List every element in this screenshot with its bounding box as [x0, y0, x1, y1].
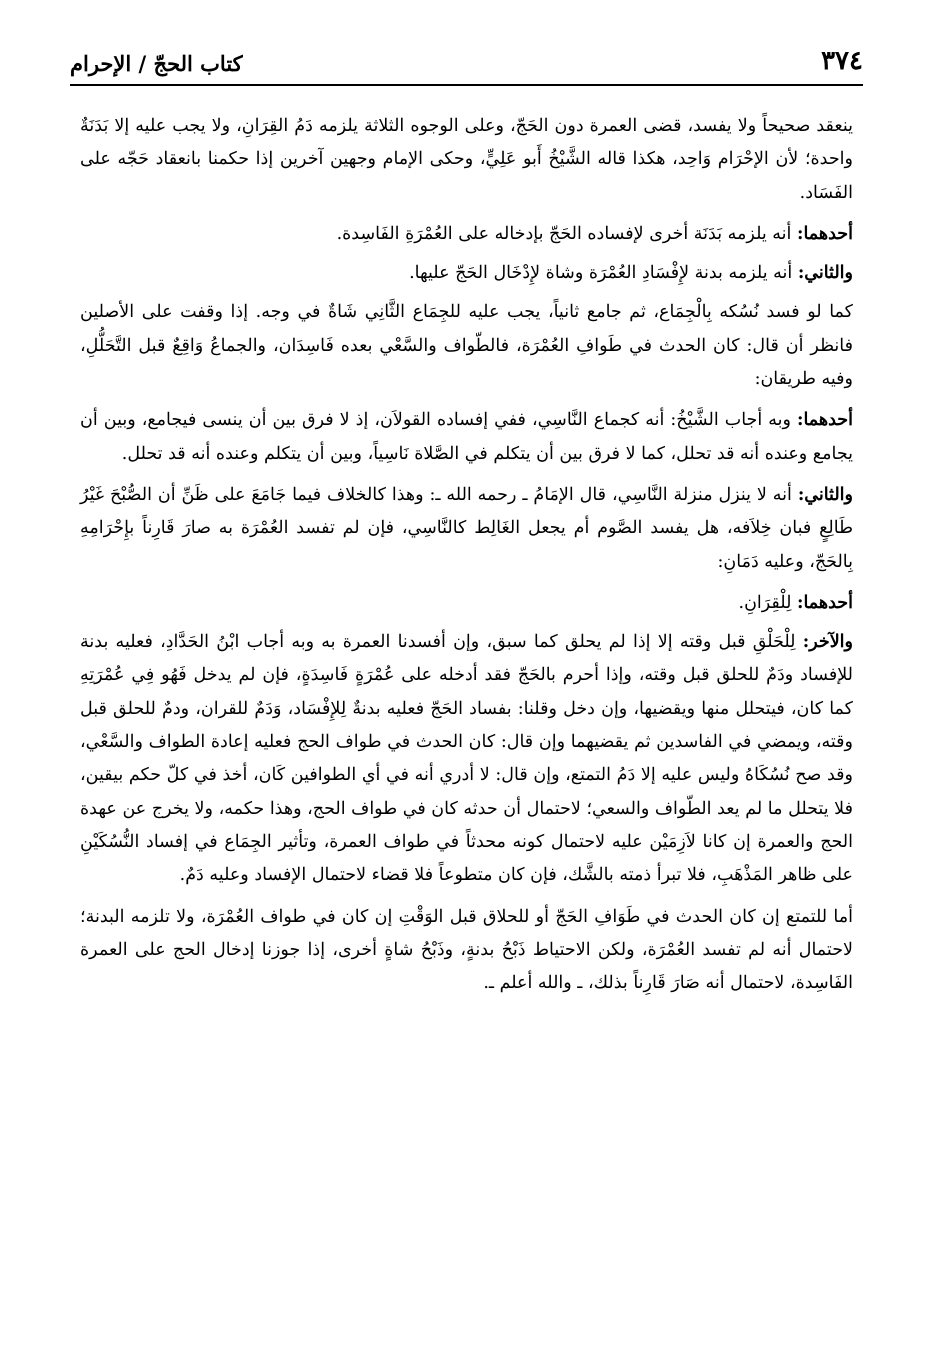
running-title: كتاب الحجّ / الإحرام [70, 51, 243, 76]
paragraph-2 [80, 218, 853, 251]
page-number: ٣٧٤ [821, 46, 863, 76]
paragraph-text: ينعقد صحيحاً ولا يفسد، قضى العمرة دون الحَجّ، وعلى الوجوه الثلاثة يلزمه دَمُ القِرَانِ، ولا يجب عليه إلا بَدَنَةٌ واحدة؛ لأن الإحْرَام وَاحِد، هكذا قاله الشَّيْخُ أَبو عَلِيٍّ، وحكى الإمام وجهين آخرين إذا حكمنا بانعقاد حَجّه على الفَسَاد. [80, 116, 853, 203]
paragraph-text: لِلْحَلْقِ قبل وقته إلا إذا لم يحلق كما سبق، وإن أفسدنا العمرة به وبه أجاب ابْنُ الحَدَّادِ، فعليه بدنة للإفساد ودَمٌ للحلق قبل وقته، وإذا أحرم بالحَجّ فقد أدخله على عُمْرَةٍ فَاسِدَةٍ، فإن لم يدخل فَهُو فِي عُمْرَتِهِ كما كان، فيتحلل منها ويقضيها، وإن دخل وقلنا: بفساد الحَجّ فعليه بدنةٌ لِلإِفْسَاد، وَدَمٌ للقران، ودمٌ للحلق قبل وقته، ويمضي في الفاسدين ثم يقضيهما وإن قال: كان الحدث في طواف الحج فعليه إعادة الطواف والسَّعْي، وقد صح نُسُكَاهُ وليس عليه إلا دَمُ التمتع، وإن قال: لا أدري أنه في أي الطوافين كَان، أخذ في كلّ حكم بيقين، فلا يتحلل ما لم يعد الطّواف والسعي؛ لاحتمال أن حدثه كان في طواف الحج، وهذا حكمه، ولا يخرج عن عهدة الحج والعمرة إن كانا لاَزِمَيْن عليه لاحتمال كونه محدثاً في طواف العمرة، وتأثير الجِمَاع في إفساد النُّسُكَيْنِ على ظاهر المَذْهَبِ، فلا تبرأ ذمته بالشَّك، فإن كان متطوعاً فلا قضاء لاحتمال الإفساد وعليه دَمٌ. [80, 632, 853, 886]
paragraph-text: لِلْقِرَانِ. [738, 592, 797, 613]
page-body [80, 110, 853, 1008]
paragraph-text: أما للتمتع إن كان الحدث في طَوَافِ الحَجّ أو للحلاق قبل الوَقْتِ إن كان في طواف العُمْرَة، ولا تلزمه البدنة؛ لاحتمال أنه لم تفسد العُمْرَة، ولكن الاحتياط ذَبْحُ بدنةٍ، وذَبْحُ شاةٍ أخرى، إذا جوزنا إدخال الحج على العمرة الفَاسِدة، لاحتمال أنه صَارَ قَارِناً بذلك، ـ والله أعلم ـ. [80, 906, 853, 994]
paragraph-9 [80, 901, 853, 1001]
paragraph-6 [80, 479, 853, 579]
paragraph-8 [80, 626, 853, 892]
paragraph-5 [80, 404, 853, 471]
paragraph-lead: والثاني: [797, 263, 853, 284]
paragraph-text: كما لو فسد نُسُكه بِالْجِمَاع، ثم جامع ثانياً، يجب عليه للجِمَاع الثَّانِي شَاةٌ في وجه. إذا وقفت على الأصلين فانظر أن قال: كان الحدث في طَوافِ العُمْرَة، فالطّواف والسَّعْي بعده فَاسِدَان، والجماعُ وَاقِعٌ قبل التَّحَلُّلِ، وفيه طريقان: [80, 302, 853, 390]
page-header [70, 38, 863, 80]
paragraph-lead: والثاني: [797, 484, 853, 505]
paragraph-7 [80, 587, 853, 620]
header-rule [70, 84, 863, 86]
paragraph-lead: أحدهما: [796, 410, 853, 431]
paragraph-lead: أحدهما: [796, 592, 853, 613]
paragraph-text: أنه يلزمه بدنة لإِفْسَادِ العُمْرَة وشاة لإِدْخَال الحَجّ عليها. [409, 263, 798, 284]
paragraph-3 [80, 257, 853, 290]
paragraph-text: أنه يلزمه بَدَنَة أخرى لإفساده الحَجّ بإدخاله على العُمْرَةِ الفَاسِدة. [336, 223, 797, 244]
paragraph-text: وبه أجاب الشَّيْخُ: أنه كجماع النَّاسِي، ففي إفساده القولاَن، إذ لا فرق بين أن ينسى فيجامع، وبين أن يجامع وعنده أنه قد تحلل، كما لا فرق بين أن يتكلم في الصَّلاة نَاسِياً، وبين أن يتكلم وعنده أنه قد تحلل. [80, 410, 853, 464]
paragraph-lead: أحدهما: [796, 223, 853, 244]
paragraph-4 [80, 296, 853, 396]
paragraph-text: أنه لا ينزل منزلة النَّاسِي، قال الإمَامُ ـ رحمه الله ـ: وهذا كالخلاف فيما جَامَعَ على ظَنِّ أن الصُّبْحَ غَيْرُ طَالِعٍ فبان خِلاَفه، هل يفسد الصَّوم أم يجعل الغَالِط كالنَّاسِي، فإن لم تفسد العُمْرَة به صارَ قَارِناً بإِحْرَامِهِ بِالحَجّ، وعليه دَمَانِ: [80, 484, 853, 572]
paragraph-lead: والآخر: [802, 632, 853, 653]
paragraph-1 [80, 110, 853, 210]
